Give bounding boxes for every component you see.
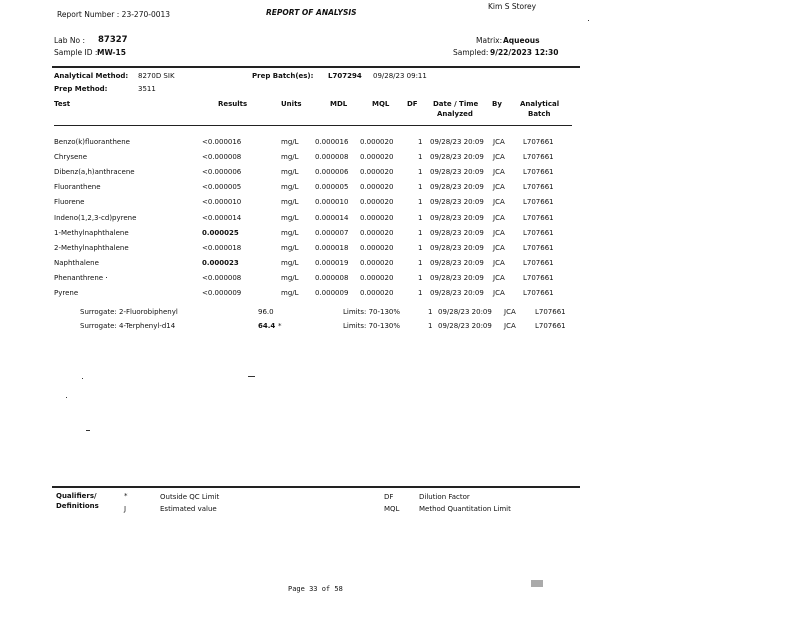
client-name: Kim S Storey [488,2,537,11]
table-row [0,214,800,229]
cell-date: 09/28/23 20:09 [430,213,484,222]
col-batch: Batch [528,110,551,118]
cell-date: 09/28/23 20:09 [430,243,484,252]
cell-mdl: 0.000014 [315,213,349,222]
cell-mdl: 0.000006 [315,168,349,177]
qualifier-symbol-estimated: J [124,505,127,513]
prep-batch-date: 09/28/23 09:11 [373,72,427,80]
cell-result: <0.000008 [202,273,242,282]
surrogate-date: 09/28/23 20:09 [438,308,492,316]
cell-test: Chrysene [54,153,88,162]
cell-batch: L707661 [523,168,554,177]
cell-test: Benzo(k)fluoranthene [54,138,130,146]
definition-symbol-mql: MQL [384,505,400,513]
cell-by: JCA [493,243,505,252]
cell-df: 1 [418,273,423,282]
cell-df: 1 [418,228,423,237]
cell-units: mg/L [281,198,299,207]
cell-test: 2-Methylnaphthalene [54,243,129,252]
cell-units: mg/L [281,243,299,252]
cell-mql: 0.000020 [360,168,394,177]
cell-df: 1 [418,138,423,146]
qualifiers-label: Qualifiers/ [56,492,97,500]
cell-test: Fluorene [54,198,85,207]
cell-mql: 0.000020 [360,258,394,267]
page-number: Page 33 of 58 [288,585,343,593]
cell-mdl: 0.000009 [315,289,349,297]
cell-mdl: 0.000008 [315,153,349,162]
sample-id-value: MW-15 [97,48,126,57]
definition-text-df: Dilution Factor [419,493,470,501]
footer-divider [52,486,580,488]
cell-units: mg/L [281,138,299,146]
cell-mql: 0.000020 [360,153,394,162]
surrogate-by: JCA [504,322,516,330]
surrogate-by: JCA [504,308,516,316]
cell-date: 09/28/23 20:09 [430,198,484,207]
prep-batch-value: L707294 [328,72,362,80]
table-row [0,229,800,244]
table-row [0,153,800,168]
cell-test: Phenanthrene [54,273,104,282]
cell-by: JCA [493,273,505,282]
surrogate-value: 96.0 [258,308,274,316]
cell-test: Naphthalene [54,258,99,267]
qualifier-symbol-outside: * [124,492,128,500]
analytical-method-label: Analytical Method: [54,72,129,80]
cell-by: JCA [493,153,505,162]
cell-result: <0.000018 [202,243,242,252]
cell-date: 09/28/23 20:09 [430,289,484,297]
scan-mark [82,378,83,379]
table-header-divider [54,125,572,126]
report-number: Report Number : 23-270-0013 [57,10,171,19]
cell-result: 0.000025 [202,228,239,237]
surrogate-batch: L707661 [535,322,566,330]
cell-batch: L707661 [523,213,554,222]
cell-df: 1 [418,168,423,177]
cell-mql: 0.000020 [360,289,394,297]
cell-units: mg/L [281,289,299,297]
scan-mark [86,430,90,431]
definition-symbol-df: DF [384,493,394,501]
cell-date: 09/28/23 20:09 [430,138,484,146]
cell-mql: 0.000020 [360,273,394,282]
cell-date: 09/28/23 20:09 [430,168,484,177]
cell-test: Fluoranthene [54,183,101,192]
cell-batch: L707661 [523,289,554,297]
cell-batch: L707661 [523,243,554,252]
surrogate-name: Surrogate: 2-Fluorobiphenyl [80,308,178,316]
cell-date: 09/28/23 20:09 [430,258,484,267]
cell-units: mg/L [281,183,299,192]
table-row [0,168,800,183]
matrix-label: Matrix: [476,36,503,45]
table-row [0,289,800,304]
scan-mark [106,277,107,278]
col-by: By [492,100,502,108]
cell-units: mg/L [281,168,299,177]
table-row [0,138,800,153]
cell-by: JCA [493,168,505,177]
analytical-method-value: 8270D SIK [138,72,175,80]
cell-result: <0.000016 [202,138,242,146]
cell-batch: L707661 [523,153,554,162]
sampled-value: 9/22/2023 12:30 [490,48,559,57]
table-row [0,274,800,289]
cell-mql: 0.000020 [360,228,394,237]
cell-mdl: 0.000005 [315,183,349,192]
cell-result: 0.000023 [202,258,239,267]
cell-by: JCA [493,183,505,192]
surrogate-flag: * [278,322,282,330]
cell-by: JCA [493,289,505,297]
cell-mql: 0.000020 [360,198,394,207]
table-row [0,183,800,198]
lab-no-label: Lab No : [54,36,86,45]
cell-result: <0.000008 [202,153,242,162]
sampled-label: Sampled: [453,48,489,57]
barcode-stamp [531,580,543,587]
scan-mark [66,397,67,398]
cell-test: Pyrene [54,289,79,297]
scan-mark [588,20,589,21]
prep-method-label: Prep Method: [54,85,108,93]
cell-test: Dibenz(a,h)anthracene [54,168,135,177]
cell-df: 1 [418,258,423,267]
matrix-value: Aqueous [503,36,540,45]
cell-mdl: 0.000019 [315,258,349,267]
col-df: DF [407,100,418,108]
surrogate-value: 64.4 [258,322,276,330]
header-divider [52,66,580,68]
cell-batch: L707661 [523,198,554,207]
definition-text-mql: Method Quantitation Limit [419,505,511,513]
cell-df: 1 [418,183,423,192]
lab-no-value: 87327 [98,35,128,45]
cell-mdl: 0.000018 [315,243,349,252]
surrogate-batch: L707661 [535,308,566,316]
cell-result: <0.000005 [202,183,242,192]
cell-batch: L707661 [523,183,554,192]
cell-mdl: 0.000016 [315,138,349,146]
scan-mark [248,376,255,377]
cell-by: JCA [493,228,505,237]
cell-result: <0.000009 [202,289,242,297]
cell-mdl: 0.000007 [315,228,349,237]
cell-date: 09/28/23 20:09 [430,183,484,192]
col-analytical: Analytical [520,100,560,108]
cell-batch: L707661 [523,258,554,267]
surrogate-limits: Limits: 70-130% [343,322,401,330]
cell-units: mg/L [281,258,299,267]
cell-mdl: 0.000010 [315,198,349,207]
surrogate-limits: Limits: 70-130% [343,308,401,316]
cell-batch: L707661 [523,228,554,237]
col-analyzed: Analyzed [437,110,473,118]
cell-result: <0.000010 [202,198,242,207]
cell-df: 1 [418,243,423,252]
surrogate-date: 09/28/23 20:09 [438,322,492,330]
surrogate-df: 1 [428,322,433,330]
table-row [0,259,800,274]
cell-df: 1 [418,198,423,207]
cell-batch: L707661 [523,273,554,282]
cell-test: Indeno(1,2,3-cd)pyrene [54,213,137,222]
cell-date: 09/28/23 20:09 [430,273,484,282]
cell-mdl: 0.000008 [315,273,349,282]
prep-method-value: 3511 [138,85,156,93]
cell-date: 09/28/23 20:09 [430,228,484,237]
table-row [0,244,800,259]
col-mql: MQL [372,100,390,108]
report-title: REPORT OF ANALYSIS [266,8,357,17]
prep-batch-label: Prep Batch(es): [252,72,314,80]
cell-by: JCA [493,213,505,222]
sample-id-label: Sample ID : [54,48,98,57]
cell-units: mg/L [281,273,299,282]
cell-mql: 0.000020 [360,183,394,192]
cell-test: 1-Methylnaphthalene [54,228,129,237]
table-row [0,198,800,213]
cell-df: 1 [418,213,423,222]
surrogate-name: Surrogate: 4-Terphenyl-d14 [80,322,176,330]
definitions-label: Definitions [56,502,99,510]
cell-units: mg/L [281,213,299,222]
cell-result: <0.000014 [202,213,242,222]
cell-by: JCA [493,198,505,207]
cell-df: 1 [418,289,423,297]
surrogate-row [0,308,800,323]
col-units: Units [281,100,302,108]
col-test: Test [54,100,71,108]
col-results: Results [218,100,248,108]
surrogate-df: 1 [428,308,433,316]
cell-units: mg/L [281,153,299,162]
col-date-time: Date / Time [433,100,479,108]
cell-by: JCA [493,138,505,146]
cell-date: 09/28/23 20:09 [430,153,484,162]
qualifier-text-estimated: Estimated value [160,505,217,513]
cell-units: mg/L [281,228,299,237]
col-mdl: MDL [330,100,348,108]
cell-batch: L707661 [523,138,554,146]
cell-by: JCA [493,258,505,267]
cell-result: <0.000006 [202,168,242,177]
surrogate-row [0,322,800,337]
cell-mql: 0.000020 [360,138,394,146]
cell-df: 1 [418,153,423,162]
cell-mql: 0.000020 [360,213,394,222]
qualifier-text-outside: Outside QC Limit [160,493,220,501]
cell-mql: 0.000020 [360,243,394,252]
